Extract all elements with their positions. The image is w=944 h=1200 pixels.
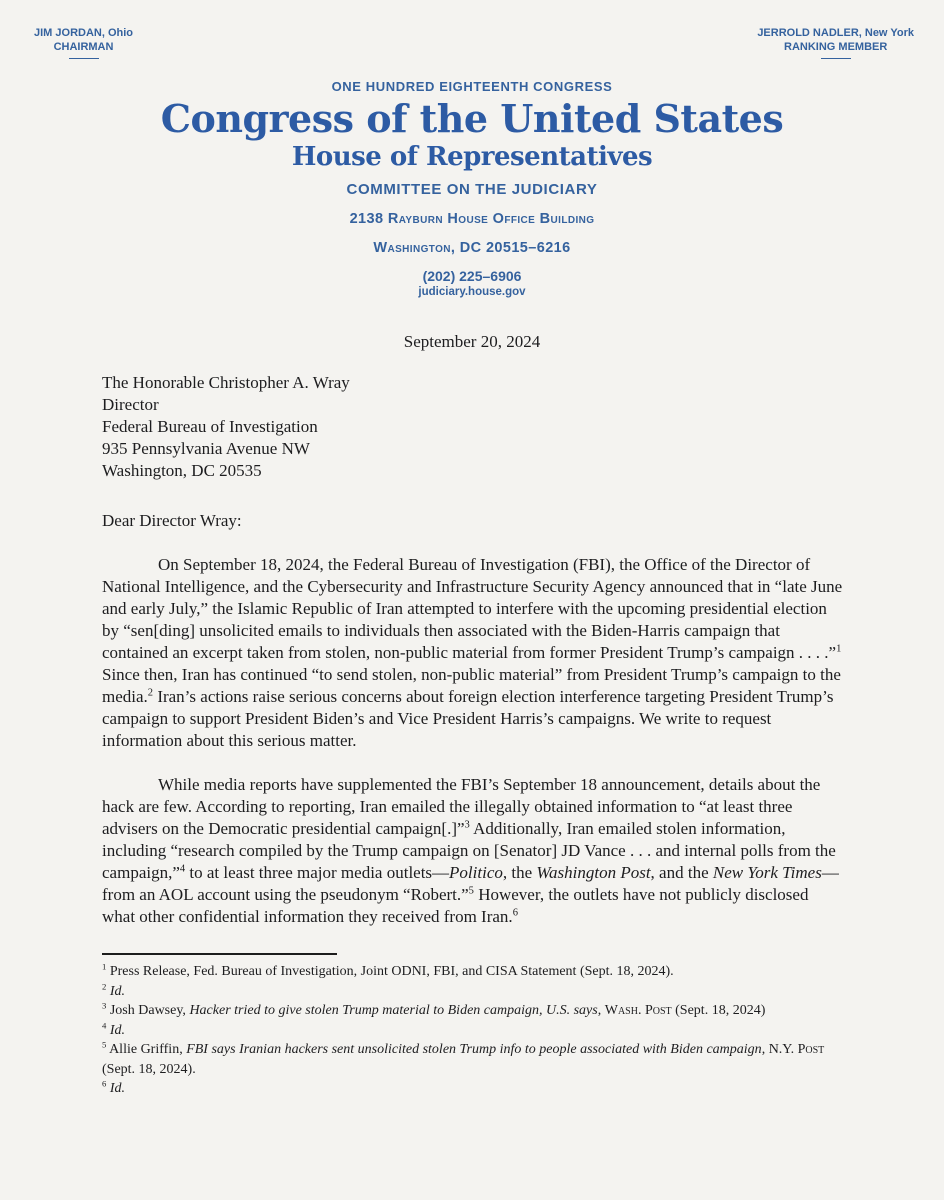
chairman-rule: [69, 58, 99, 59]
recipient-city: Washington, DC 20535: [102, 461, 262, 480]
congress-session-line: ONE HUNDRED EIGHTEENTH CONGRESS: [331, 79, 613, 94]
recipient-street: 935 Pennsylvania Avenue NW: [102, 439, 310, 458]
recipient-title: Director: [102, 395, 159, 414]
masthead-house: House of Representatives: [291, 142, 653, 172]
footnote-separator-rule: [102, 953, 337, 955]
footnote-2: $^2$ Id.: [102, 980, 126, 999]
recipient-name: The Honorable Christopher A. Wray: [102, 373, 350, 392]
body-paragraph-2: While media reports have supplemented the FBI’s September 18 announcement, details about the hack are few. According to reporting, Iran emailed the illegally obtained information to “at least three advisers on the Democratic presidential campaign[.]”$^3$ Additionally, Iran emailed stolen information, including “research compiled by the Trump campaign on [Senator] JD Vance . . . and internal polls from the campaign,”$^4$ to at least three major media outlets—Politico, the Washington Post, and the New York Times—from an AOL account using the pseudonym “Robert.”$^5$ However, the outlets have not publicly disclosed what other confidential information they received from Iran.$^6$: [102, 775, 839, 926]
officer-bar: [0, 0, 944, 59]
ranking-member-name: JERROLD NADLER, New York: [757, 27, 914, 39]
footnote-3: $^3$ Josh Dawsey, Hacker tried to give stolen Trump material to Biden campaign, U.S. says, Wash. Post (Sept. 18, 2024): [102, 1000, 766, 1018]
recipient-agency: Federal Bureau of Investigation: [102, 417, 318, 436]
phone-number: (202) 225–6906: [422, 268, 522, 284]
chairman-block: [34, 26, 133, 59]
ranking-member-rule: [821, 58, 851, 59]
masthead-congress: Congress of the United States: [160, 96, 784, 141]
ranking-member-block: [757, 26, 914, 59]
website-url: judiciary.house.gov: [418, 286, 526, 298]
recipient-block: [102, 372, 845, 482]
body-paragraph-1: On September 18, 2024, the Federal Bureau of Investigation (FBI), the Office of the Director of National Intelligence, and the Cybersecurity and Infrastructure Security Agency announced that in “late June and early July,” the Islamic Republic of Iran attempted to interfere with the upcoming presidential election by “sen[ding] unsolicited emails to individuals then associated with the Biden-Harris campaign that contained an excerpt taken from stolen, non-public material from former President Trump’s campaign . . . .”$^1$ Since then, Iran has continued “to send stolen, non-public material” from President Trump’s campaign to the media.$^2$ Iran’s actions raise serious concerns about foreign election interference targeting President Trump’s campaign to support President Biden’s and Vice President Harris’s campaigns. We write to request information about this serious matter.: [102, 555, 843, 750]
footnote-6: $^6$ Id.: [102, 1078, 126, 1096]
footnote-4: $^4$ Id.: [102, 1019, 126, 1038]
footnote-1: $^1$ Press Release, Fed. Bureau of Investigation, Joint ODNI, FBI, and CISA Statement (Sept. 18, 2024).: [102, 961, 674, 979]
letter-date: September 20, 2024: [403, 332, 541, 351]
address-building: 2138 Rayburn House Office Building: [349, 211, 595, 227]
footnotes-section: [102, 962, 845, 1099]
chairman-name: JIM JORDAN, Ohio: [34, 27, 134, 39]
letterhead: [0, 79, 944, 298]
ranking-member-title: RANKING MEMBER: [784, 41, 888, 53]
address-city: Washington, DC 20515–6216: [373, 240, 571, 256]
salutation: Dear Director Wray:: [102, 511, 242, 530]
footnote-5: $^5$ Allie Griffin, FBI says Iranian hackers sent unsolicited stolen Trump info to people associated with Biden campaign, N.Y. Post (Sept. 18, 2024).: [102, 1039, 825, 1077]
committee-name: COMMITTEE ON THE JUDICIARY: [346, 181, 598, 198]
chairman-title: CHAIRMAN: [53, 41, 114, 53]
letter-body: [0, 372, 944, 1099]
